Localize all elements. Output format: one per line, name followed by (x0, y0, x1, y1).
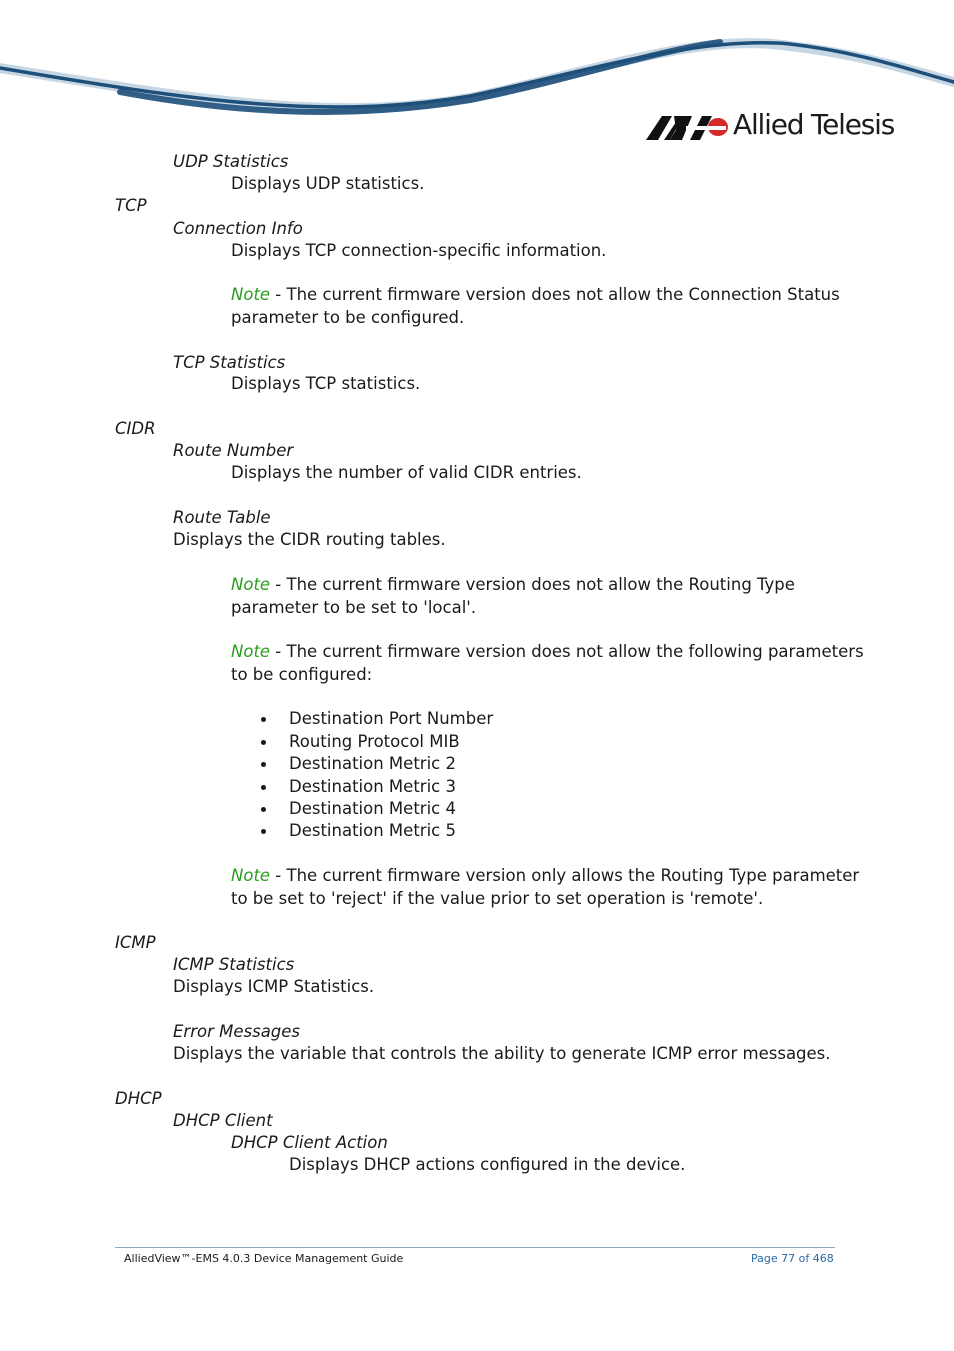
error-messages-desc: Displays the variable that controls the ability to generate ICMP error messages. (173, 1044, 831, 1063)
route-table-heading: Route Table (173, 508, 271, 527)
note-routing-type-local-cont: parameter to be set to 'local'. (231, 598, 477, 617)
dhcp-client-action-heading: DHCP Client Action (231, 1133, 388, 1152)
footer-guide-title: AlliedView™-EMS 4.0.3 Device Management Guide (124, 1252, 404, 1265)
note-routing-type-reject (231, 865, 859, 887)
tcp-statistics-heading: TCP Statistics (173, 353, 286, 372)
route-number-heading: Route Number (173, 441, 294, 460)
route-table-desc: Displays the CIDR routing tables. (173, 530, 446, 549)
note-parameters-cont: to be configured: (231, 665, 373, 684)
tcp-heading: TCP (115, 196, 147, 215)
allied-telesis-logo-mark-icon (646, 114, 728, 142)
note-label: Note (231, 575, 271, 594)
note-routing-type-reject-cont: to be set to 'reject' if the value prior to set operation is 'remote'. (231, 889, 764, 908)
note-text: - The current firmware version does not allow the Connection Status (270, 285, 840, 304)
list-item: Destination Metric 2 (289, 754, 456, 773)
note-text: - The current firmware version does not allow the following parameters (270, 642, 864, 661)
icmp-statistics-desc: Displays ICMP Statistics. (173, 977, 375, 996)
tcp-statistics-desc: Displays TCP statistics. (231, 374, 421, 393)
note-label: Note (231, 642, 271, 661)
bullet-dot (261, 740, 266, 745)
connection-info-heading: Connection Info (173, 219, 303, 238)
list-item: Destination Port Number (289, 709, 494, 728)
footer-divider (115, 1247, 835, 1248)
icmp-heading: ICMP (115, 933, 156, 952)
udp-statistics-heading: UDP Statistics (173, 152, 289, 171)
note-parameters (231, 641, 864, 663)
bullet-dot (261, 762, 266, 767)
note-text: - The current firmware version does not allow the Routing Type (270, 575, 795, 594)
note-connection-status-cont: parameter to be configured. (231, 308, 465, 327)
note-text: - The current firmware version only allows the Routing Type parameter (270, 866, 860, 885)
dhcp-client-action-desc: Displays DHCP actions configured in the device. (289, 1155, 686, 1174)
connection-info-desc: Displays TCP connection-specific information. (231, 241, 607, 260)
error-messages-heading: Error Messages (173, 1022, 301, 1041)
cidr-heading: CIDR (115, 419, 156, 438)
brand-text: Allied Telesis (733, 108, 895, 141)
list-item: Destination Metric 5 (289, 821, 456, 840)
list-item: Routing Protocol MIB (289, 732, 460, 751)
note-label: Note (231, 866, 271, 885)
bullet-dot (261, 807, 266, 812)
list-item: Destination Metric 4 (289, 799, 456, 818)
list-item: Destination Metric 3 (289, 777, 456, 796)
bullet-dot (261, 717, 266, 722)
footer-page-number: Page 77 of 468 (751, 1252, 834, 1265)
note-connection-status (231, 284, 840, 306)
allied-telesis-logo (646, 110, 906, 146)
udp-statistics-desc: Displays UDP statistics. (231, 174, 425, 193)
bullet-dot (261, 785, 266, 790)
note-routing-type-local (231, 574, 795, 596)
dhcp-heading: DHCP (115, 1089, 162, 1108)
route-number-desc: Displays the number of valid CIDR entries. (231, 463, 582, 482)
icmp-statistics-heading: ICMP Statistics (173, 955, 295, 974)
bullet-dot (261, 829, 266, 834)
dhcp-client-heading: DHCP Client (173, 1111, 273, 1130)
note-label: Note (231, 285, 271, 304)
